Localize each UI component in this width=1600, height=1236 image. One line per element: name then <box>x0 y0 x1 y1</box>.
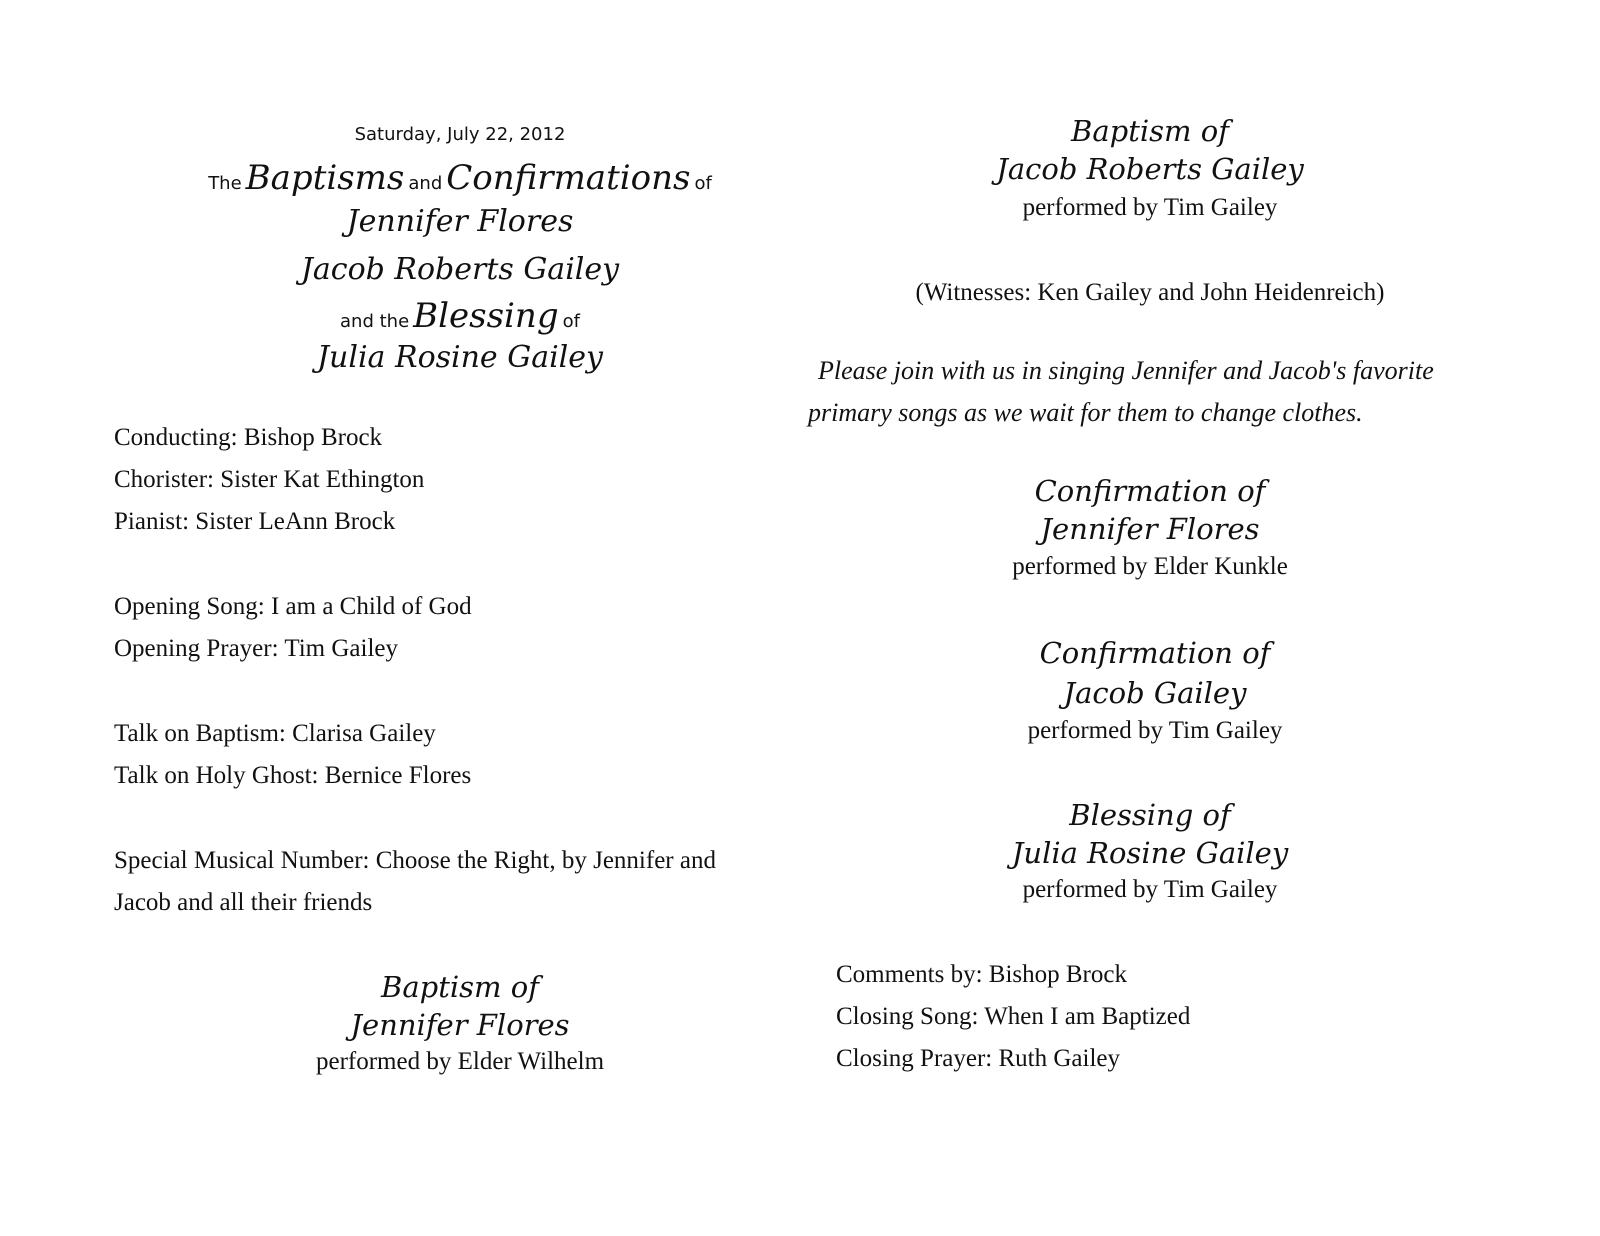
blessing-of: of <box>562 311 580 332</box>
confirmation-jennifer-heading: Confirmation of <box>1034 474 1266 508</box>
special-music-line-1: Special Musical Number: Choose the Right, by Jennifer and <box>114 847 716 874</box>
blessing-julia-performer: performed by Tim Gailey <box>1022 876 1278 903</box>
comments-line: Comments by: Bishop Brock <box>836 961 1127 988</box>
confirmation-jennifer-performer: performed by Elder Kunkle <box>1012 553 1288 580</box>
baptism-jacob-heading: Baptism of <box>1071 114 1229 148</box>
opening-song-line: Opening Song: I am a Child of God <box>114 593 472 620</box>
title-the: The <box>208 173 242 194</box>
opening-prayer-line: Opening Prayer: Tim Gailey <box>114 635 399 662</box>
confirmation-jacob-name: Jacob Gailey <box>1063 676 1247 710</box>
event-date: Saturday, July 22, 2012 <box>354 124 566 145</box>
closing-prayer-line: Closing Prayer: Ruth Gailey <box>836 1045 1120 1072</box>
blessing-title <box>120 296 800 336</box>
blessing-word: Blessing <box>413 296 559 336</box>
title-name-jacob: Jacob Roberts Gailey <box>300 252 620 287</box>
baptism-jacob-performer: performed by Tim Gailey <box>1022 194 1278 221</box>
blessing-julia-heading: Blessing of <box>1069 798 1231 832</box>
chorister-line: Chorister: Sister Kat Ethington <box>114 466 425 493</box>
title-name-julia: Julia Rosine Gailey <box>317 340 603 375</box>
confirmation-jacob-performer: performed by Tim Gailey <box>1027 717 1283 744</box>
title-of: of <box>694 173 712 194</box>
program-title <box>120 158 800 198</box>
conducting-line: Conducting: Bishop Brock <box>114 424 383 451</box>
title-name-jennifer: Jennifer Flores <box>346 204 574 239</box>
title-baptisms: Baptisms <box>245 158 405 198</box>
talk-baptism-line: Talk on Baptism: Clarisa Gailey <box>114 720 436 747</box>
closing-song-line: Closing Song: When I am Baptized <box>836 1003 1191 1030</box>
baptism-jacob-name: Jacob Roberts Gailey <box>996 152 1304 186</box>
singing-note-line-1: Please join with us in singing Jennifer and Jacob's favorite <box>818 356 1434 385</box>
baptism-jennifer-heading: Baptism of <box>381 970 539 1004</box>
witnesses-line: (Witnesses: Ken Gailey and John Heidenreich) <box>915 279 1385 306</box>
title-confirmations: Confirmations <box>446 158 691 198</box>
confirmation-jennifer-name: Jennifer Flores <box>1040 512 1260 546</box>
special-music-line-2: Jacob and all their friends <box>114 889 373 916</box>
blessing-julia-name: Julia Rosine Gailey <box>1011 836 1289 870</box>
pianist-line: Pianist: Sister LeAnn Brock <box>114 508 396 535</box>
singing-note-line-2: primary songs as we wait for them to change clothes. <box>808 398 1363 427</box>
baptism-jennifer-name: Jennifer Flores <box>350 1008 570 1042</box>
baptism-jennifer-performer: performed by Elder Wilhelm <box>315 1048 605 1075</box>
talk-holy-ghost-line: Talk on Holy Ghost: Bernice Flores <box>114 762 472 789</box>
title-and: and <box>408 173 443 194</box>
blessing-and-the: and the <box>340 311 410 332</box>
confirmation-jacob-heading: Confirmation of <box>1039 636 1271 670</box>
